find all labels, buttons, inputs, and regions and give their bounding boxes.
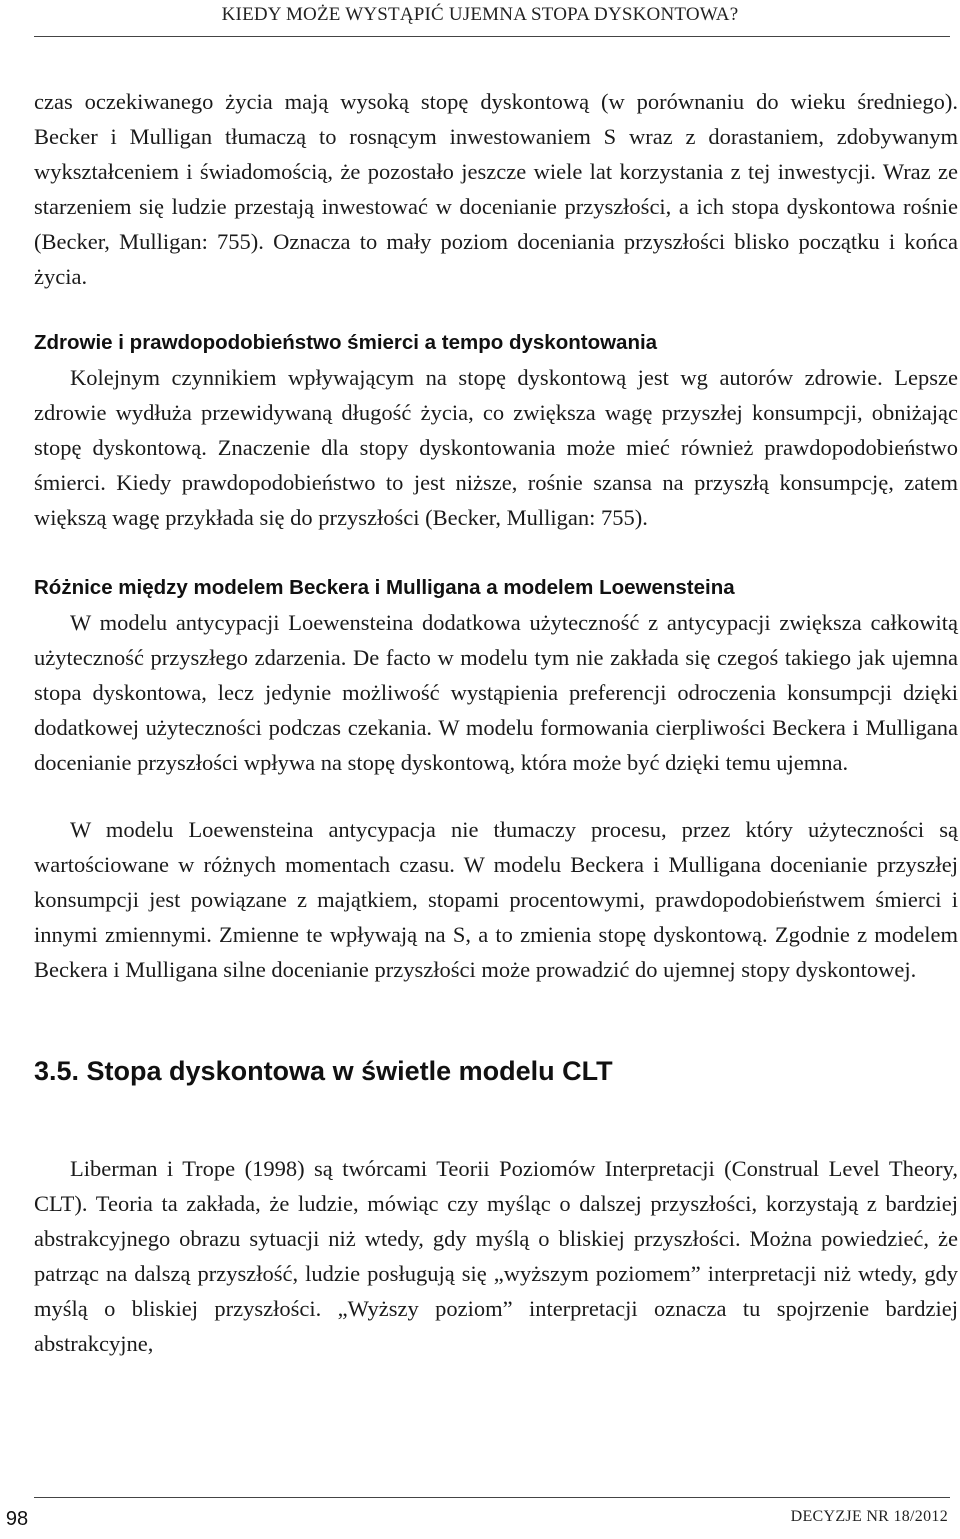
footer-rule [34, 1497, 950, 1498]
page-number: 98 [5, 1508, 29, 1530]
section-title: 3.5. Stopa dyskontowa w świetle modelu CLT [34, 1056, 613, 1086]
paragraph-clt: Liberman i Trope (1998) są twórcami Teorii Poziomów Interpretacji (Construal Level Theory, CLT). Teoria ta zakłada, że ludzie, mówiąc czy myśląc o dalszej przyszłości, korzystają z bardziej abstrakcyjnego obrazu sytuacji niż wtedy, gdy myślą o bliskiej przyszłości. Można powiedzieć, że patrząc na dalszą przyszłość, ludzie posługują się „wyższym poziomem” interpretacji niż wtedy, gdy myślą o bliskiej przyszłości. „Wyższy poziom” interpretacji oznacza tu spojrzenie bardziej abstrakcyjne, [34, 1156, 958, 1356]
paragraph-differences-2: W modelu Loewensteina antycypacja nie tłumaczy procesu, przez który użyteczności są wartościowane w różnych momentach czasu. W modelu Beckera i Mulligana docenianie przyszłej konsumpcji jest powiązane z majątkiem, stopami procentowymi, prawdopodobieństwem śmierci i innymi zmiennymi. Zmienne te wpływają na S, a to zmienia stopę dyskontową. Zgodnie z modelem Beckera i Mulligana silne docenianie przyszłości może prowadzić do ujemnej stopy dyskontowej. [34, 817, 958, 982]
subheading-differences: Różnice między modelem Beckera i Mulligana a modelem Loewensteina [34, 576, 735, 599]
subheading-health: Zdrowie i prawdopodobieństwo śmierci a tempo dyskontowania [34, 331, 658, 354]
page-content [34, 84, 958, 1361]
paragraph-continuation: czas oczekiwanego życia mają wysoką stopę dyskontową (w porównaniu do wieku średniego). Becker i Mulligan tłumaczą to rosnącym inwestowaniem S wraz z dorastaniem, zdobywanym wykształceniem i świadomością, że pozostało jeszcze wiele lat korzystania z tej inwestycji. Wraz ze starzeniem się ludzie przestają inwestować w docenianie przyszłości, a ich stopa dyskontowa rośnie (Becker, Mulligan: 755). Oznacza to mały poziom doceniania przyszłości blisko początku i końca życia. [34, 89, 958, 289]
paragraph-differences-1: W modelu antycypacji Loewensteina dodatkowa użyteczność z antycypacji zwiększa całkowitą użyteczność przyszłego zdarzenia. De facto w modelu tym nie zakłada się czegoś takiego jak ujemna stopa dyskontowa, lecz jedynie możliwość wystąpienia preferencji odroczenia konsumpcji dzięki dodatkowej użyteczności podczas czekania. W modelu formowania cierpliwości Beckera i Mulligana docenianie przyszłości wpływa na stopę dyskontową, która może być dzięki temu ujemna. [34, 610, 958, 775]
paragraph-health: Kolejnym czynnikiem wpływającym na stopę dyskontową jest wg autorów zdrowie. Lepsze zdrowie wydłuża przewidywaną długość życia, co zwiększa wagę przyszłej konsumpcji, obniżając stopę dyskontową. Znaczenie dla stopy dyskontowania może mieć również prawdopodobieństwo śmierci. Kiedy prawdopodobieństwo to jest niższe, rośnie szansa na przyszłą konsumpcję, zatem większą wagę przykłada się do przyszłości (Becker, Mulligan: 755). [34, 365, 958, 530]
journal-footer: DECYZJE NR 18/2012 [790, 1508, 948, 1525]
running-head: KIEDY MOŻE WYSTĄPIĆ UJEMNA STOPA DYSKONTOWA? [221, 4, 739, 25]
header-rule [34, 36, 950, 37]
